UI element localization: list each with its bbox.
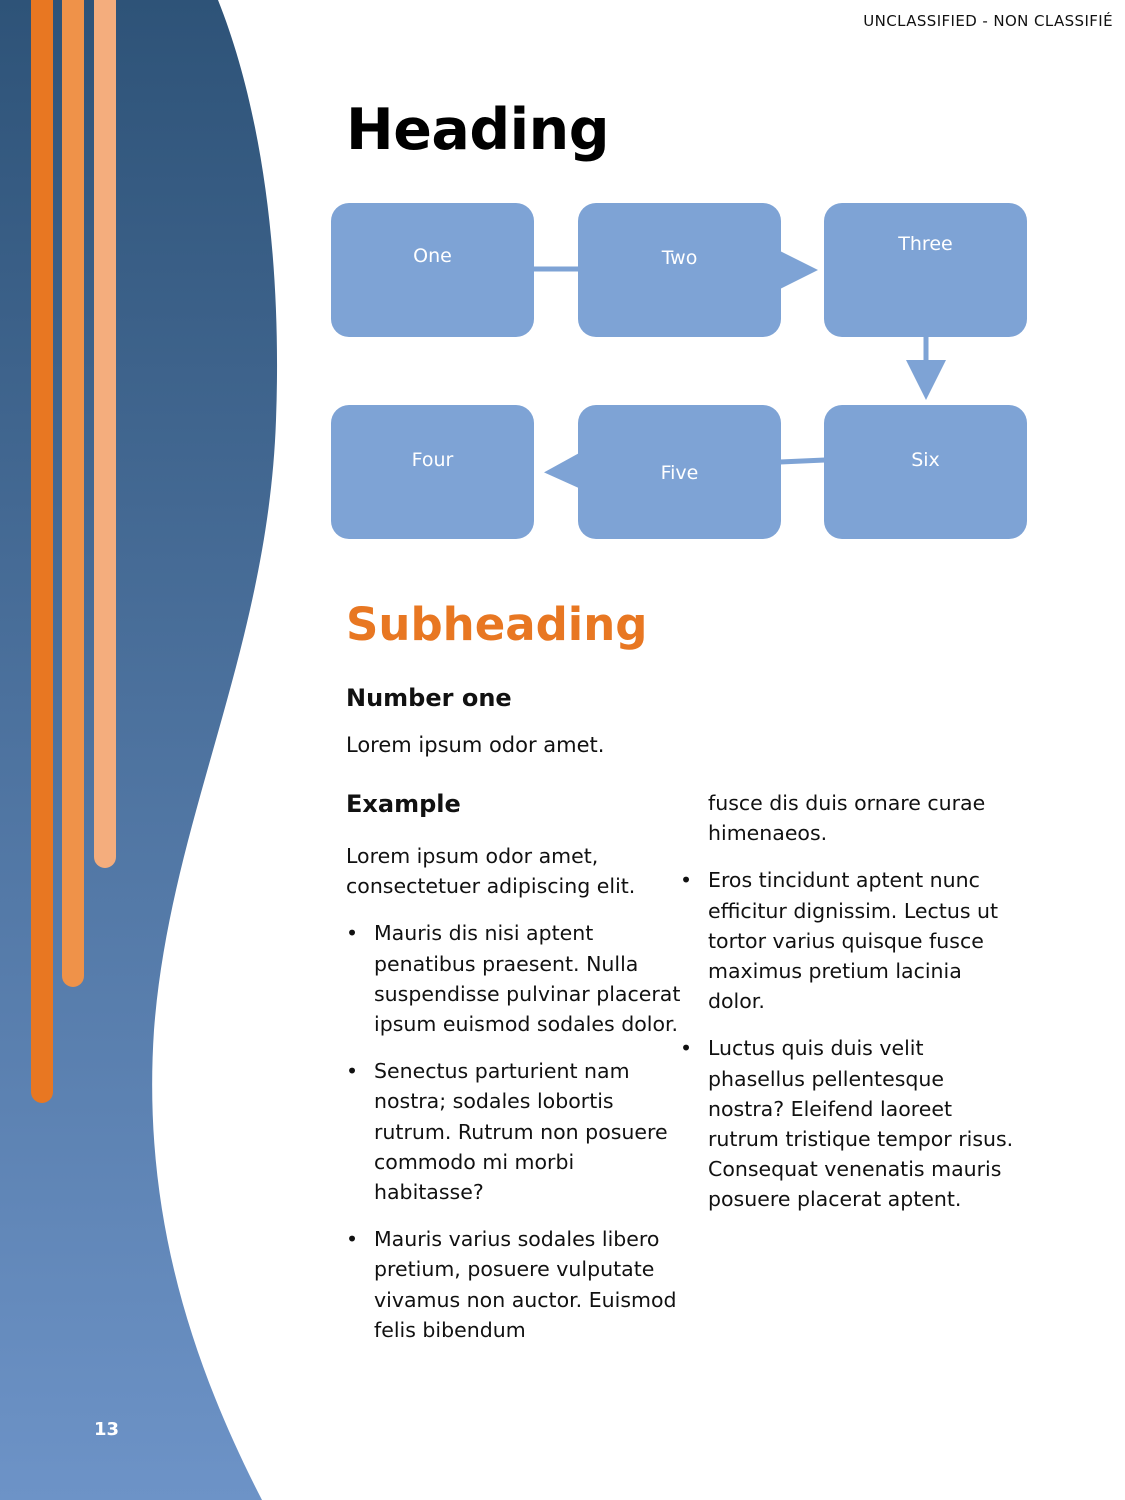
page-heading: Heading	[346, 97, 610, 163]
flow-box-label: One	[413, 245, 452, 267]
bullet-list-left	[346, 918, 681, 1345]
flow-box-three	[824, 203, 1027, 337]
column-left	[346, 841, 681, 1362]
flow-box-label: Four	[411, 449, 454, 471]
list-item: • Mauris dis nisi aptent penatibus praesent. Nulla suspendisse pulvinar placerat ipsum euismod sodales dolor.	[346, 918, 681, 1039]
classification-label: UNCLASSIFIED - NON CLASSIFIÉ	[863, 12, 1113, 30]
flow-box-label: Two	[661, 247, 698, 269]
flow-box-one	[331, 203, 534, 337]
bullet-list-right	[680, 865, 1025, 1214]
page-number: 13	[94, 1419, 120, 1440]
flow-box-four	[331, 405, 534, 539]
list-item: • Senectus parturient nam nostra; sodales lobortis rutrum. Rutrum non posuere commodo mi morbi habitasse?	[346, 1056, 681, 1207]
list-item: • Luctus quis duis velit phasellus pellentesque nostra? Eleifend laoreet rutrum tristique tempor risus. Consequat venenatis mauris posuere placerat aptent.	[680, 1033, 1025, 1214]
section-text: Lorem ipsum odor amet.	[346, 733, 605, 757]
connector-six-five	[780, 460, 825, 462]
subheading: Subheading	[346, 598, 648, 651]
list-item: • Eros tincidunt aptent nunc efficitur dignissim. Lectus ut tortor varius quisque fusce maximus pretium lacinia dolor.	[680, 865, 1025, 1016]
section-title: Number one	[346, 684, 512, 712]
flow-box-label: Six	[911, 449, 940, 471]
bullet-continuation: fusce dis duis ornare curae himenaeos.	[708, 791, 986, 846]
connector-five-four	[554, 471, 579, 472]
column-right	[680, 788, 1025, 1232]
flow-box-two	[578, 203, 781, 337]
flow-box-six	[824, 405, 1027, 539]
list-item: • Mauris varius sodales libero pretium, posuere vulputate vivamus non auctor. Euismod felis bibendum	[346, 1224, 681, 1345]
example-title: Example	[346, 790, 461, 818]
flow-box-five	[578, 405, 781, 539]
flow-box-label: Three	[898, 233, 953, 255]
flow-box-label: Five	[660, 462, 699, 484]
example-intro: Lorem ipsum odor amet, consectetuer adipiscing elit.	[346, 844, 636, 899]
